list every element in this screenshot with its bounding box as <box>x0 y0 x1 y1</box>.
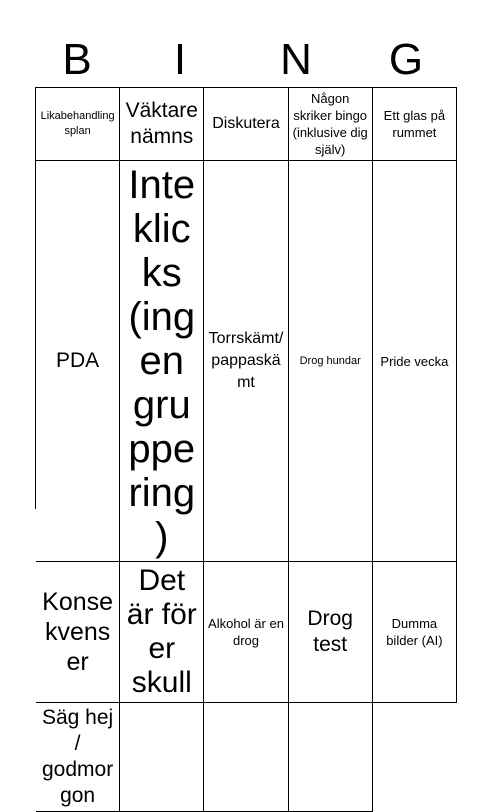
bingo-cell[interactable] <box>204 703 288 812</box>
bingo-cell[interactable] <box>120 161 204 562</box>
header-letter-b: B <box>62 35 92 84</box>
bingo-cell[interactable] <box>373 562 457 703</box>
bingo-cell[interactable] <box>120 562 204 703</box>
cell-text: Säg hej / godmorgon <box>41 706 114 807</box>
cell-text: Likabehandlingsplan <box>40 110 115 137</box>
header-letter-g: G <box>388 35 424 84</box>
cell-text: Det är för er skull <box>126 564 197 699</box>
bingo-cell[interactable] <box>373 161 457 562</box>
cell-text: Torrskämt/pappaskämt <box>208 330 284 391</box>
cell-text: Konsekvenser <box>42 588 114 676</box>
bingo-cell[interactable] <box>36 562 120 703</box>
cell-text: Drog test <box>307 607 353 656</box>
bingo-cell[interactable] <box>289 562 373 703</box>
header-letter-i: I <box>173 35 187 84</box>
bingo-cell[interactable] <box>120 88 204 161</box>
cell-text: Alkohol är en drog <box>208 616 284 648</box>
bingo-cell[interactable] <box>289 161 373 562</box>
bingo-cell[interactable] <box>289 88 373 161</box>
bingo-cell[interactable] <box>120 703 204 812</box>
cell-text: Dumma bilder (AI) <box>386 616 443 648</box>
bingo-cell[interactable] <box>204 161 288 562</box>
bingo-cell[interactable] <box>204 88 288 161</box>
cell-text: Väktare nämns <box>125 99 198 148</box>
cell-text: Inte klicks (ingen gruppering) <box>128 163 196 559</box>
bingo-cell[interactable] <box>36 161 120 562</box>
bingo-cell[interactable] <box>373 88 457 161</box>
bingo-cell[interactable] <box>204 562 288 703</box>
cell-text: PDA <box>56 349 100 372</box>
cell-text: Ett glas på rummet <box>383 108 446 140</box>
bingo-cell[interactable] <box>36 88 120 161</box>
cell-text: Drog hundar <box>299 354 361 367</box>
cell-text: Diskutera <box>212 115 280 132</box>
bingo-cell[interactable] <box>36 703 120 812</box>
bingo-grid <box>35 87 457 807</box>
cell-text: Någon skriker bingo (inklusive dig själv) <box>292 91 368 157</box>
bingo-cell[interactable] <box>289 703 373 812</box>
bingo-header <box>35 34 457 86</box>
header-letter-n: N <box>280 35 312 84</box>
cell-text: Pride vecka <box>380 353 449 369</box>
